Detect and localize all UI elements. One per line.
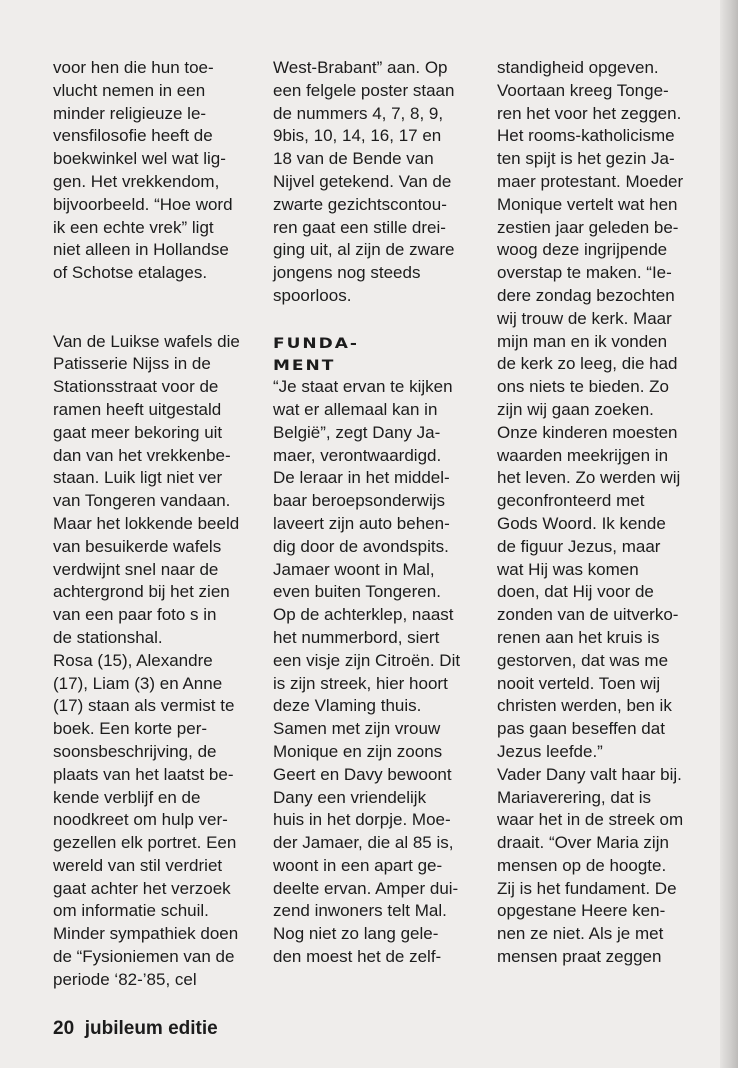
text-line: overstap te maken. “Ie- bbox=[497, 263, 672, 283]
text-line: plaats van het laatst be- bbox=[53, 764, 234, 784]
text-line: wij trouw de kerk. Maar bbox=[497, 308, 672, 328]
text-line: een felgele poster staan bbox=[273, 80, 455, 100]
text-line: Maar het lokkende beeld bbox=[53, 513, 240, 533]
text-line: boekwinkel wel wat lig- bbox=[53, 149, 226, 169]
text-line: ren het voor het zeggen. bbox=[497, 103, 682, 123]
page-number: 20 bbox=[53, 1018, 75, 1039]
text-line: Vader Dany valt haar bij. bbox=[497, 764, 682, 784]
text-line: (17), Liam (3) en Anne bbox=[53, 673, 223, 693]
text-line: soonsbeschrijving, de bbox=[53, 741, 217, 761]
text-line: een visje zijn Citroën. Dit bbox=[273, 650, 461, 670]
text-line: vlucht nemen in een bbox=[53, 80, 206, 100]
text-line: nooit verteld. Toen wij bbox=[497, 673, 661, 693]
text-line: vensfilosofie heeft de bbox=[53, 126, 213, 146]
text-line: Samen met zijn vrouw bbox=[273, 719, 441, 739]
text-line: niet alleen in Hollandse bbox=[53, 240, 229, 260]
text-line: gaat achter het verzoek bbox=[53, 878, 231, 898]
text-line: ging uit, al zijn de zware bbox=[273, 240, 455, 260]
text-line: deze Vlaming thuis. bbox=[273, 696, 422, 716]
text-line: waarden meekrijgen in bbox=[497, 445, 669, 465]
text-line: boek. Een korte per- bbox=[53, 719, 208, 739]
text-line: Monique en zijn zoons bbox=[273, 741, 443, 761]
text-line: Voortaan kreeg Tonge- bbox=[497, 80, 669, 100]
text-line: gestorven, dat was me bbox=[497, 650, 669, 670]
text-line: renen aan het kruis is bbox=[497, 627, 660, 647]
text-line: de figuur Jezus, maar bbox=[497, 536, 661, 556]
text-line: Patisserie Nijss in de bbox=[53, 354, 211, 374]
text-line: Van de Luikse wafels die bbox=[53, 331, 240, 351]
text-line: van een paar foto s in bbox=[53, 605, 217, 625]
text-line: West-Brabant” aan. Op bbox=[273, 58, 448, 77]
text-line: jongens nog steeds bbox=[273, 263, 421, 283]
text-line: de stationshal. bbox=[53, 627, 163, 647]
text-line: baar beroepsonderwijs bbox=[273, 491, 445, 511]
text-line: van Tongeren vandaan. bbox=[53, 491, 231, 511]
text-line: voor hen die hun toe- bbox=[53, 58, 214, 77]
text-line: waar het in de streek om bbox=[497, 810, 684, 830]
text-line: Monique vertelt wat hen bbox=[497, 194, 678, 214]
text-line: 18 van de Bende van bbox=[273, 149, 434, 169]
text-line: Het rooms-katholicisme bbox=[497, 126, 675, 146]
text-line: de nummers 4, 7, 8, 9, bbox=[273, 103, 444, 123]
text-line: minder religieuze le- bbox=[53, 103, 207, 123]
text-line: achtergrond bij het zien bbox=[53, 582, 230, 602]
section-heading: MENT bbox=[273, 357, 336, 375]
text-line: 9bis, 10, 14, 16, 17 en bbox=[273, 126, 442, 146]
text-line: om informatie schuil. bbox=[53, 901, 209, 921]
text-line: Zij is het fundament. De bbox=[497, 878, 677, 898]
text-line: opgestane Heere ken- bbox=[497, 901, 666, 921]
text-line: mensen op de hoogte. bbox=[497, 855, 667, 875]
text-line: maer protestant. Moeder bbox=[497, 171, 684, 191]
text-line: zwarte gezichtscontou- bbox=[273, 194, 447, 214]
text-line: even buiten Tongeren. bbox=[273, 582, 441, 602]
text-line: der Jamaer, die al 85 is, bbox=[273, 833, 454, 853]
text-line: de kerk zo leeg, die had bbox=[497, 354, 678, 374]
section-heading: FUNDA- bbox=[273, 334, 359, 352]
text-line: Stationsstraat voor de bbox=[53, 377, 219, 397]
text-line: deelte ervan. Amper dui- bbox=[273, 878, 459, 898]
text-line: geconfronteerd met bbox=[497, 491, 645, 511]
text-line: zestien jaar geleden be- bbox=[497, 217, 679, 237]
text-line: Minder sympathiek doen bbox=[53, 924, 239, 944]
paragraph-gap bbox=[53, 308, 268, 331]
text-line: is zijn streek, hier hoort bbox=[273, 673, 448, 693]
text-line: van besuikerde wafels bbox=[53, 536, 222, 556]
text-line: zijn wij gaan zoeken. bbox=[497, 399, 654, 419]
text-line: woog deze ingrijpende bbox=[497, 240, 668, 260]
text-line: Gods Woord. Ik kende bbox=[497, 513, 666, 533]
column-1 bbox=[53, 57, 268, 992]
column-3 bbox=[497, 57, 712, 969]
text-line: Jezus leefde.” bbox=[497, 741, 603, 761]
text-line: (17) staan als vermist te bbox=[53, 696, 235, 716]
text-line: Rosa (15), Alexandre bbox=[53, 650, 213, 670]
text-line: draait. “Over Maria zijn bbox=[497, 833, 669, 853]
text-line: mijn man en ik vonden bbox=[497, 331, 668, 351]
text-line: wereld van stil verdriet bbox=[53, 855, 223, 875]
text-line: christen werden, ben ik bbox=[497, 696, 672, 716]
text-line: nen ze niet. Als je met bbox=[497, 924, 664, 944]
text-line: pas gaan beseffen dat bbox=[497, 719, 665, 739]
page-footer bbox=[53, 1018, 218, 1040]
text-line: dere zondag bezochten bbox=[497, 285, 675, 305]
text-line: gezellen elk portret. Een bbox=[53, 833, 237, 853]
text-line: den moest het de zelf- bbox=[273, 947, 442, 967]
text-line: België”, zegt Dany Ja- bbox=[273, 422, 441, 442]
text-line: ramen heeft uitgestald bbox=[53, 399, 222, 419]
text-line: De leraar in het middel- bbox=[273, 468, 450, 488]
text-line: huis in het dorpje. Moe- bbox=[273, 810, 451, 830]
text-line: periode ‘82-’85, cel bbox=[53, 969, 197, 989]
text-line: dig door de avondspits. bbox=[273, 536, 449, 556]
text-line: mensen praat zeggen bbox=[497, 947, 662, 967]
page-edge-shadow bbox=[720, 0, 738, 1068]
text-line: staan. Luik ligt niet ver bbox=[53, 468, 223, 488]
paragraph-gap bbox=[53, 285, 268, 308]
text-line: noodkreet om hulp ver- bbox=[53, 810, 228, 830]
text-line: het nummerbord, siert bbox=[273, 627, 440, 647]
text-line: ik een echte vrek” ligt bbox=[53, 217, 214, 237]
text-line: wat er allemaal kan in bbox=[273, 399, 438, 419]
text-line: ons niets te bieden. Zo bbox=[497, 377, 670, 397]
paragraph-gap bbox=[273, 308, 488, 331]
text-line: de “Fysioniemen van de bbox=[53, 947, 235, 967]
text-line: zonden van de uitverko- bbox=[497, 605, 679, 625]
text-line: wat Hij was komen bbox=[497, 559, 639, 579]
text-line: doen, dat Hij voor de bbox=[497, 582, 654, 602]
text-line: zend inwoners telt Mal. bbox=[273, 901, 447, 921]
text-line: standigheid opgeven. bbox=[497, 58, 659, 77]
text-line: bijvoorbeeld. “Hoe word bbox=[53, 194, 233, 214]
text-line: Onze kinderen moesten bbox=[497, 422, 678, 442]
text-line: verdwijnt snel naar de bbox=[53, 559, 219, 579]
text-line: kende verblijf en de bbox=[53, 787, 201, 807]
text-line: ten spijt is het gezin Ja- bbox=[497, 149, 675, 169]
text-line: gen. Het vrekkendom, bbox=[53, 171, 220, 191]
text-line: Nijvel getekend. Van de bbox=[273, 171, 452, 191]
text-line: spoorloos. bbox=[273, 285, 352, 305]
text-line: Mariaverering, dat is bbox=[497, 787, 652, 807]
text-line: maer, verontwaardigd. bbox=[273, 445, 442, 465]
text-line: “Je staat ervan te kijken bbox=[273, 377, 453, 397]
publication-label: jubileum editie bbox=[84, 1018, 218, 1039]
text-line: Dany een vriendelijk bbox=[273, 787, 427, 807]
text-line: Nog niet zo lang gele- bbox=[273, 924, 439, 944]
column-2 bbox=[273, 57, 488, 969]
text-line: of Schotse etalages. bbox=[53, 263, 208, 283]
text-line: Jamaer woont in Mal, bbox=[273, 559, 435, 579]
text-line: dan van het vrekkenbe- bbox=[53, 445, 231, 465]
text-line: laveert zijn auto behen- bbox=[273, 513, 450, 533]
text-line: gaat meer bekoring uit bbox=[53, 422, 223, 442]
text-line: ren gaat een stille drei- bbox=[273, 217, 446, 237]
text-line: Op de achterklep, naast bbox=[273, 605, 454, 625]
text-line: het leven. Zo werden wij bbox=[497, 468, 681, 488]
text-line: Geert en Davy bewoont bbox=[273, 764, 452, 784]
text-line: woont in een apart ge- bbox=[273, 855, 443, 875]
